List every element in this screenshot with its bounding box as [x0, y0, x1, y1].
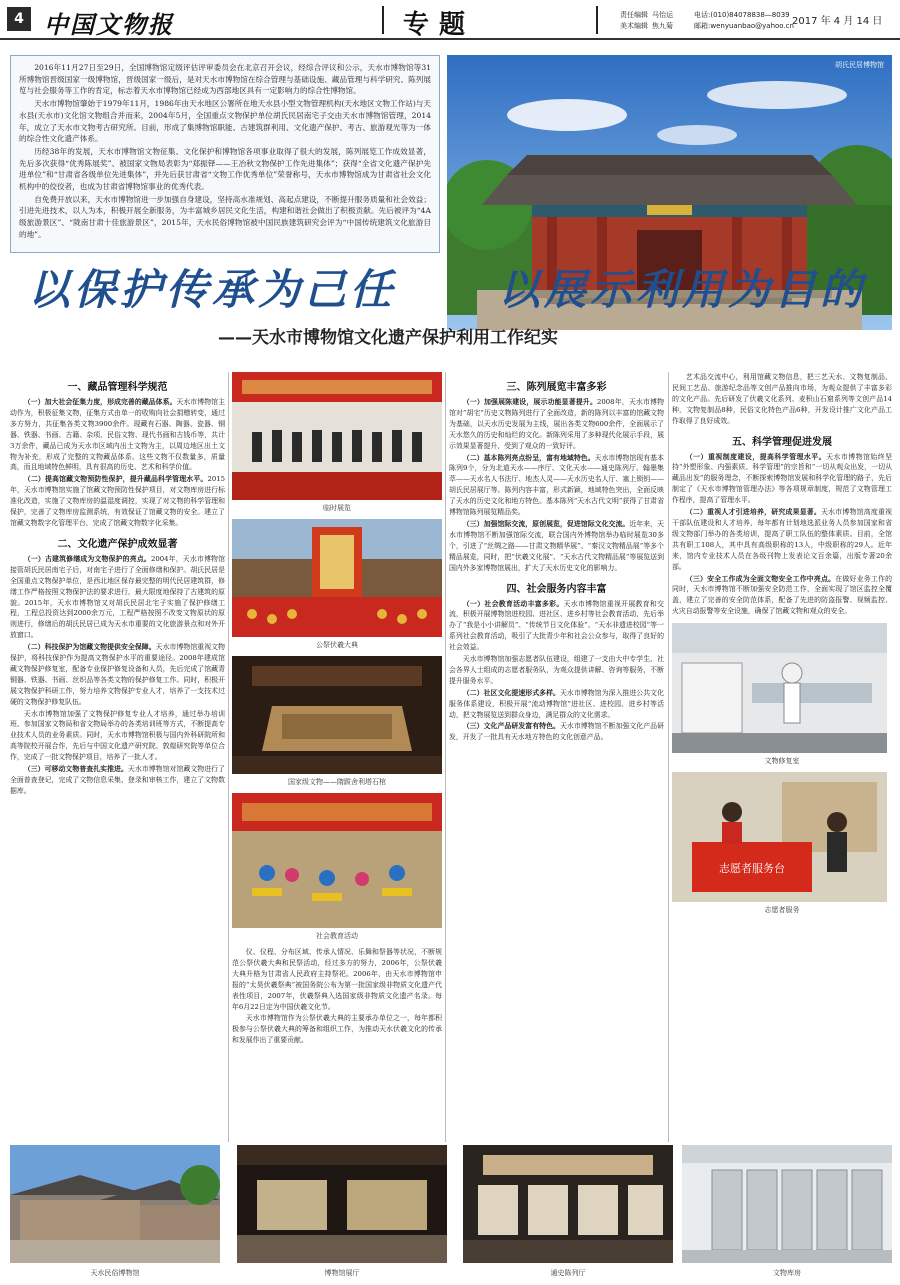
paragraph-lead: （一）社会教育活动丰富多彩。	[462, 599, 564, 608]
paragraph-text: 天水市博物馆对馆藏文物进行了全面普查登记，完成了文物信息采集、登录和审核工作，建立了文物数据库。	[10, 765, 226, 795]
paragraph-lead: （一）古建筑修缮成为文物保护的亮点。	[23, 554, 151, 563]
photo-caption: 文物修复室	[764, 757, 800, 766]
column-4	[672, 372, 892, 1182]
article-paragraph	[449, 688, 664, 721]
photo-temporary-exhibition	[232, 372, 442, 500]
editor-credits	[620, 10, 677, 32]
paragraph-lead: （二）提高馆藏文物预防性保护，提升藏品科学管理水平。	[23, 475, 208, 484]
column-divider	[668, 372, 669, 1142]
paragraph-text: 天水市博物馆重视文物保护，将科技保护作为提高文物保护水平的重要途径。2008年建成馆藏文物保护修复室，配备专业保护修复设备和人员，先后完成了馆藏青铜器、铁器、书画、丝织品等各类文物的保护修复工作。同时，积极开展文物保护科研工作，努力培养文物保护专业人才，培养了一支技术过硬的文物保护修复队伍。	[10, 643, 226, 706]
paragraph-text: 天水市博物馆主动作为，积极征集文物，征集方式由单一的收购向社会捐赠转变，通过多方努力，共征集各类文物3900余件。现藏有石器、陶器、瓷器、铜器、铁器、书画、古籍、杂项、民俗文物、现代书画和古钱币等，共计3万余件，藏品已成为天水市区域内出土文物为主，以周边地区出土文物为补充，形成了完整的文物藏品体系。这些文物不仅数量多，质量高，而且地域特色鲜明，具有很高的历史、艺术和科学价值。	[10, 398, 226, 472]
paragraph-text: 天水市博物馆重视开展教育和交流，积极开展博物馆进校园、进社区、进乡村等社会教育活动，先后举办了“我是小小讲解员”、“传统节日文化体验”、“天水非遗进校园”等一系列社会教育活动，吸引了大批青少年和社会公众参与，取得了良好的社会效益。	[449, 599, 665, 652]
column-divider	[445, 372, 446, 1142]
photo-volunteer-service	[672, 772, 887, 902]
strip-image	[682, 1145, 892, 1263]
hero-caption: 胡氏民居博物馆	[835, 61, 884, 69]
section-heading: 三、陈列展览丰富多彩	[506, 382, 607, 393]
paragraph-lead: （三）安全工作成为全面文物安全工作中亮点。	[685, 574, 836, 583]
contact-info	[694, 10, 794, 32]
email: 邮箱:wenyuanbao@yahoo.cn	[694, 22, 794, 30]
paragraph-lead: （三）文化产品研发富有特色。	[462, 722, 560, 731]
article-paragraph	[449, 453, 664, 518]
history-hall-illustration	[463, 1145, 673, 1263]
column-divider	[228, 372, 229, 1142]
paragraph-text: 2004年，天水市博物馆接管胡氏民居南宅子后，对南宅子进行了全面修缮和保护。胡氏民居是全国重点文物保护单位，是西北地区保存最完整的明代民居建筑群，修缮工作严格按照文物保护法的要求进行，最大限度地保持了古建筑的原貌。2015年，天水市博物馆又对胡氏民居北宅子实施了保护修缮工程，工程总投资达到2000余万元，工程严格按照不改变文物原状的原则进行，修缮后的胡氏民居已成为天水市重要的文化旅游景点和对外开放窗口。	[10, 554, 225, 640]
article-paragraph	[10, 474, 225, 529]
exhibition-hall-illustration	[237, 1145, 447, 1263]
paragraph-lead: （一）加强展陈建设，展示功能显著提升。	[462, 398, 598, 406]
article-paragraph: 仪、仪程、分布区域、传承人情况、乐舞和祭器等状况，不断规范公祭伏羲大典和民祭活动，经过多方的努力，2006年，公祭伏羲大典升格为甘肃省人民政府主持祭祀。2006年，由天水市博物馆申报的“太昊伏羲祭典”被国务院公布为第一批国家级非物质文化遗产代表性项目，2007年，伏羲祭典入选国家级非物质文化遗产名录。每年6月22日定为中国伏羲文化节。	[232, 948, 442, 1011]
article-paragraph	[672, 574, 892, 618]
paragraph-lead: （二）基本陈列亮点纷呈，富有地域特色。	[462, 453, 595, 462]
article-paragraph: 天水市博物馆作为公祭伏羲大典的主要承办单位之一，每年都积极参与公祭伏羲大典的筹备和组织工作，为推动天水伏羲文化的传承和发展作出了重要贡献。	[232, 1014, 442, 1045]
storage-room-illustration	[682, 1145, 892, 1263]
article-paragraph	[10, 397, 225, 473]
photo-fuxi-ceremony	[232, 519, 442, 637]
intro-paragraph: 历经38年的发展，天水市博物馆文物征集、文化保护和博物馆各项事业取得了很大的发展，陈列展览工作成效显著，先后多次获得“优秀陈展奖”、被国家文物局表彰为“郑振铎——王冶秋文物保护工作先进集体”；获得“全省文化遗产保护先进单位”和“甘肃省各级单位先进集体”，并先后获甘肃省“文物工作优秀单位”荣誉称号，天水市博物馆成为甘肃省社会文化机构中的佼佼者，也成为甘肃省博物馆事业的优秀代表。	[19, 146, 431, 192]
column-2	[232, 372, 442, 1182]
education-activity-illustration	[232, 793, 442, 928]
photo-stone-coffin	[232, 656, 442, 774]
article-paragraph	[10, 642, 225, 707]
strip-image	[237, 1145, 447, 1263]
article-paragraph	[672, 507, 892, 572]
photo-caption: 天水民俗博物馆	[90, 1269, 140, 1277]
photo-education-activity	[232, 793, 442, 928]
paragraph-lead: （一）重视制度建设，提高科学管理水平。	[685, 452, 827, 461]
designer-label: 美术编辑	[620, 22, 648, 30]
section-heading: 四、社会服务内容丰富	[506, 583, 607, 595]
strip-photo-exhibition-hall	[237, 1145, 447, 1285]
headline-right: 以展示利用为目的	[498, 265, 867, 314]
article-paragraph: 天水市博物馆加强了文物保护修复专业人才培养，通过举办培训班、参加国家文物局和省文物局举办的各类培训班等方式，不断提高专业技术人员的业务素质。同时，天水市博物馆积极与国内外科研院所和高等院校开展合作，先后与中国文化遗产研究院、敦煌研究院等单位合作，完成了一批文物保护项目，培养了一批人才。	[10, 709, 225, 762]
paragraph-lead: （二）科技保护为馆藏文物提供安全保障。	[23, 643, 156, 652]
issue-date: 2017 年 4 月 14 日	[792, 16, 883, 27]
article-paragraph	[449, 599, 664, 654]
desk-sign-text: 志愿者服务台	[719, 862, 785, 876]
phone: 电话:(010)84078838—8039	[694, 11, 790, 19]
intro-box	[10, 55, 440, 253]
strip-image	[463, 1145, 673, 1263]
paragraph-lead: （三）可移动文物普查扎实推进。	[23, 765, 128, 774]
ceremony-illustration	[232, 519, 442, 637]
column-3	[449, 372, 664, 1182]
article-paragraph	[10, 764, 225, 797]
photo-caption: 公祭伏羲大典	[316, 641, 358, 649]
paper-name: 中国文物报	[44, 10, 174, 39]
headline	[28, 257, 888, 317]
photo-caption: 社会教育活动	[316, 932, 358, 940]
paragraph-text: 天水市博物馆不断加强文化产品研发，开发了一批具有天水地方特色的文化创意产品。	[449, 722, 664, 742]
section-heading: 一、藏品管理科学规范	[67, 382, 168, 393]
section-heading: 五、科学管理促进发展	[732, 436, 832, 448]
subheadline: ——天水市博物馆文化遗产保护利用工作纪实	[218, 328, 558, 348]
article-paragraph: 天水市博物馆加强志愿者队伍建设，组建了一支由大中专学生、社会各界人士组成的志愿者服务队，为观众提供讲解、咨询等服务，不断提升服务水平。	[449, 655, 664, 685]
photo-caption: 博物馆展厅	[324, 1269, 360, 1277]
intro-paragraph: 自免费开放以来，天水市博物馆进一步加强自身建设，坚持高水准规划、高起点建设，不断提升服务质量和社会效益；引进先进技术，以人为本，积极开展全新服务，为丰富城乡居民文化生活，构建和谐社会做出了积极贡献。先后被评为“4A级旅游景区”、“陇南甘肃十佳旅游景区”，2015年，天水民俗博物馆被中国民族建筑研究会评为“中国传统建筑文化旅游目的地”。	[19, 194, 431, 239]
article-paragraph	[10, 554, 225, 641]
photo-caption: 文物库房	[773, 1269, 801, 1277]
photo-restoration-lab	[672, 623, 887, 753]
paragraph-lead: （二）重视人才引进培养，研究成果显著。	[685, 508, 822, 517]
intro-paragraph: 2016年11月27日至29日，全国博物馆定级评估评审委员会在北京召开会议，经综合评议和公示，天水市博物馆等31所博物馆晋级国家一级博物馆，晋级国家一级后，是对天水市博物馆在综合管理与基础设施、藏品管理与科学研究、陈列展览与社会服务等工作的肯定，标志着天水市博物馆已经成为西部地区具有一定影响力的综合性博物馆。	[19, 63, 431, 96]
paragraph-text: 2008年，天水市博物馆对“胡宅”历史文物陈列进行了全面改造，新的陈列以丰富的馆藏文物为基础，以天水历史发展为主线，展出各类文物600余件，全面展示了天水悠久的历史和灿烂的文化。新陈列采用了多种现代化展示手段，展示效果显著提升，受到了观众的一致好评。	[449, 398, 664, 450]
paragraph-lead: （一）加大社会征集力度，形成完善的藏品体系。	[23, 398, 177, 406]
paragraph-text: 天水市博物馆高度重视干部队伍建设和人才培养，每年都有计划地选派业务人员参加国家和省级文物部门举办的各类培训，提高了职工队伍的整体素质。目前，全馆共有职工108人，其中具有高级职称的13人，中级职称的29人。近年来，馆内专业技术人员在各级刊物上发表论文百余篇，出版专著20余部。	[672, 508, 893, 571]
masthead	[0, 0, 900, 40]
article-paragraph	[449, 397, 664, 452]
paragraph-text: 天水市博物馆现有基本陈列9个，分为北道天水——序厅、文化天水——通史陈列厅、翰墨集萃——天水名人书法厅、地杰人灵——天水历史名人厅、塞上锁钥——胡氏民居展厅等。陈列内容丰富，形式新颖，地域特色突出，全面反映了天水的历史文化和地方特色。基本陈列“天水古代文明”获得了甘肃省博物馆陈列展览精品奖。	[449, 453, 665, 517]
designer-name: 焦九菊	[652, 22, 673, 30]
exhibition-stage-illustration	[232, 372, 442, 500]
photo-caption: 通史陈列厅	[550, 1269, 586, 1277]
intro-paragraph: 天水市博物馆肇始于1979年11月，1986年由天水地区公署所在地天水县小型文物管理机构(天水地区文物工作站)与天水县(天水市)文化馆文物组合并而来，2004年5月，全国重点文物保护单位胡氏民居南宅子交由天水市博物馆管理，2014年，成立了天水市文物考古研究所。目前，形成了集博物馆职能、古建筑群利用、文化遗产保护、考古、旅游观光等为一体的综合性文化遗产体系。	[19, 99, 431, 144]
paragraph-text: 天水市博物馆始终坚持“外塑形象、内强素质、科学管理”的宗旨和“一切从观众出发，一切从藏品出发”的服务理念，不断探索博物馆发展和科学化管理的路子，先后制定了《天水市博物馆管理办法》等各项规章制度，规范了文物管理工作程序，提高了管理水平。	[672, 452, 893, 505]
paragraph-text: 2015年，天水市博物馆实施了馆藏文物预防性保护项目，对文物库房进行标准化改造，实施了文物库房的温湿度调控，实现了对文物的科学管理和保护，完善了文物库房监测系统，有效保证了馆藏文物的安全。建立了馆藏文物数字化管理平台，完成了馆藏文物数字化采集。	[10, 475, 225, 527]
photo-caption: 国家级文物——隋跋舍利塔石棺	[288, 778, 386, 786]
strip-photo-history-hall	[463, 1145, 673, 1285]
stone-coffin-illustration	[232, 656, 442, 774]
photo-caption: 临时展览	[323, 504, 351, 512]
article-paragraph	[449, 519, 664, 574]
section-name: 专题	[403, 10, 476, 40]
section-heading: 二、文化遗产保护成效显著	[57, 538, 178, 550]
strip-image	[10, 1145, 220, 1263]
column-1	[10, 372, 225, 1182]
masthead-divider	[596, 6, 598, 34]
editor-label: 责任编辑	[620, 11, 648, 19]
article-paragraph	[672, 452, 892, 507]
article-paragraph	[449, 721, 664, 743]
masthead-divider	[382, 6, 384, 34]
paragraph-text: 在做好业务工作的同时，天水市博物馆不断加强安全防范工作，全面实现了馆区监控全覆盖，建立了完善的安全防范体系，配备了先进的防盗报警、视频监控、火灾自动报警等安全设施，确保了馆藏文物和观众的安全。	[672, 574, 892, 616]
courtyard-illustration	[10, 1145, 220, 1263]
paragraph-lead: （二）社区文化提速形式多样。	[462, 688, 560, 697]
article-paragraph: 艺术品交流中心，利用馆藏文物信息，把三艺天水、文物复制品、民间工艺品、旅游纪念品等文创产品推向市场，为观众提供了丰富多彩的文化产品。先后研发了伏羲文化系列、麦积山石窟系列等文创产品14种，文物复制品8种，民俗文化特色产品6种，开发设计推广文化产品工作取得了良好成效。	[672, 373, 892, 425]
strip-photo-storage	[682, 1145, 892, 1285]
strip-photo-folk-museum	[10, 1145, 220, 1285]
paragraph-text: 天水市博物馆为深入推进公共文化服务体系建设，积极开展“流动博物馆”进社区、进校园、进乡村等活动，把文物展览送到群众身边，满足群众的文化需求。	[449, 688, 664, 719]
headline-left: 以保护传承为己任	[28, 265, 397, 314]
restoration-lab-illustration	[672, 623, 887, 753]
bottom-photo-strip	[0, 1145, 900, 1285]
volunteer-service-illustration	[672, 772, 887, 902]
editor-name: 马怡运	[652, 11, 673, 19]
photo-caption: 志愿者服务	[764, 906, 800, 915]
page-number: 4	[7, 7, 31, 31]
paragraph-lead: （三）加强馆际交流，原创展览，促进馆际文化交流。	[462, 519, 630, 528]
paragraph-text: 近年来，天水市博物馆不断加强馆际交流，联合国内外博物馆举办临时展览30多个，引进了“丝绸之路——甘肃文物精华展”、“秦汉文物精品展”等多个精品展览，同时，把“伏羲文化展”、“天水古代文物精品展”等展览送到国内外多家博物馆展出，扩大了天水历史文化的影响力。	[449, 519, 665, 572]
